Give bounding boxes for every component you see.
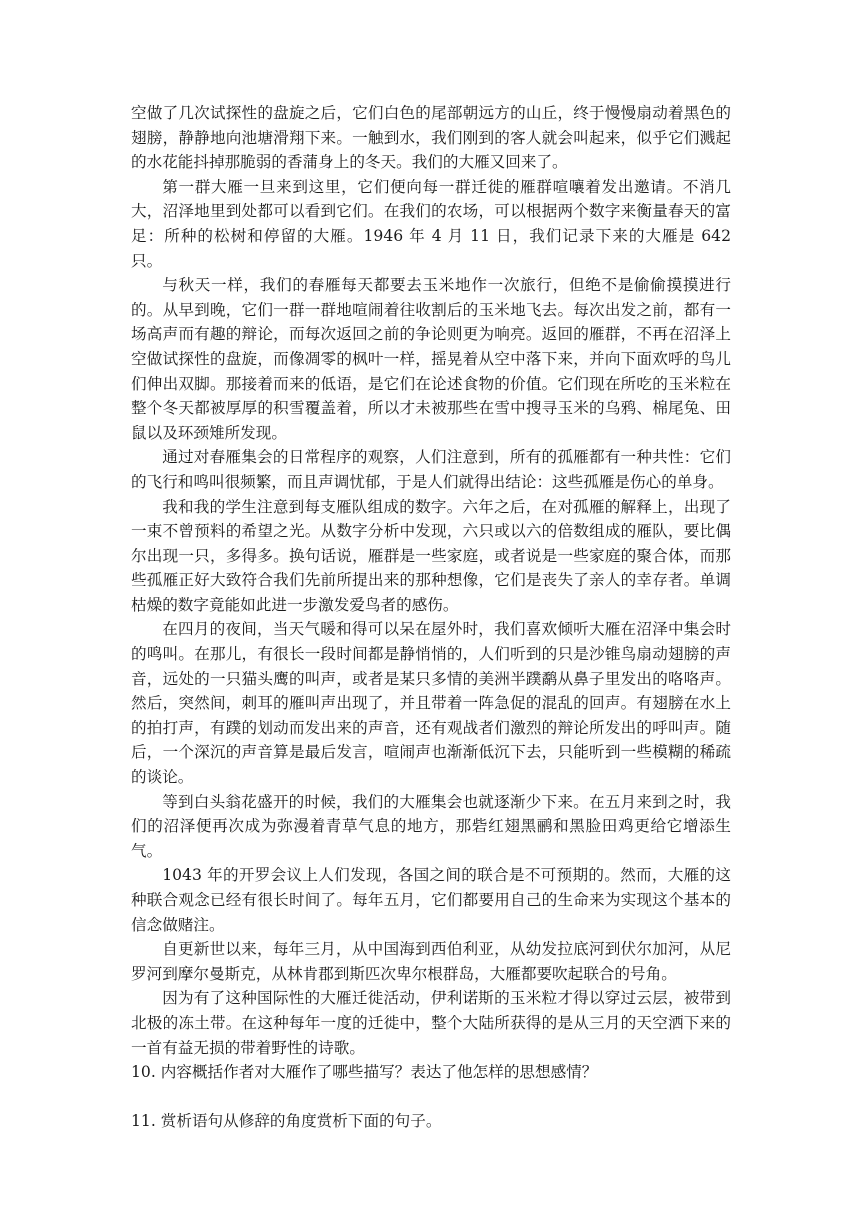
paragraph-april-nights: 在四月的夜间，当天气暖和得可以呆在屋外时，我们喜欢倾听大雁在沼泽中集会时的鸣叫。在那儿，有很长一段时间都是静悄悄的，人们听到的只是沙锥鸟扇动翅膀的声音，远处的一只猫头鹰的叫声，或者是某只多情的美洲半蹼鹬从鼻子里发出的咯咯声。然后，突然间，刺耳的雁叫声出现了，并且带着一阵急促的混乱的回声。有翅膀在水上的拍打声，有蹼的划动而发出来的声音，还有观战者们激烈的辩论所发出的呼叫声。随后，一个深沉的声音算是最后发言，喧闹声也渐渐低沉下去，只能听到一些模糊的稀疏的谈论。 (131, 620, 731, 787)
paragraph-continuation: 空做了几次试探性的盘旋之后，它们白色的尾部朝远方的山丘，终于慢慢扇动着黑色的翅膀，静静地向池塘滑翔下来。一触到水，我们刚到的客人就会叫起来，似乎它们溅起的水花能抖掉那脆弱的香蒲身上的冬天。我们的大雁又回来了。 (131, 104, 731, 172)
paragraph-migration-poem: 因为有了这种国际性的大雁迁徙活动，伊利诺斯的玉米粒才得以穿过云层，被带到北极的冻土带。在这种每年一度的迁徙中，整个大陆所获得的是从三月的天空洒下来的一首有益无损的带着野性的诗歌。 (131, 989, 731, 1057)
paragraph-flock-numbers: 我和我的学生注意到每支雁队组成的数字。六年之后，在对孤雁的解释上，出现了一束不曾预料的希望之光。从数字分析中发现，六只或以六的倍数组成的雁队，要比偶尔出现一只，多得多。换句话说，雁群是一些家庭，或者说是一些家庭的聚合体，而那些孤雁正好大致符合我们先前所提出来的那种想像，它们是丧失了亲人的幸存者。单调枯燥的数字竟能如此进一步激发爱鸟者的感伤。 (131, 497, 731, 614)
paragraph-may-marsh: 等到白头翁花盛开的时候，我们的大雁集会也就逐渐少下来。在五月来到之时，我们的沼泽便再次成为弥漫着青草气息的地方，那砦红翅黑鹂和黑脸田鸡更给它增添生气。 (131, 792, 731, 860)
paragraph-cornfield-trips: 与秋天一样，我们的春雁每天都要去玉米地作一次旅行，但绝不是偷偷摸摸进行的。从早到晚，它们一群一群地喧闹着往收割后的玉米地飞去。每次出发之前，都有一场高声而有趣的辩论，而每次返回之前的争论则更为响亮。返回的雁群，不再在沼泽上空做试探性的盘旋，而像凋零的枫叶一样，摇晃着从空中落下来，并向下面欢呼的鸟儿们伸出双脚。那接着而来的低语，是它们在论述食物的价值。它们现在所吃的玉米粒在整个冬天都被厚厚的积雪覆盖着，所以才未被那些在雪中搜寻玉米的乌鸦、棉尾兔、田鼠以及环颈雉所发现。 (131, 276, 731, 442)
document-body (131, 101, 731, 1133)
question-10: 10. 内容概括作者对大雁作了哪些描写？表达了他怎样的思想感情？ (131, 1063, 598, 1082)
paragraph-pleistocene: 自更新世以来，每年三月，从中国海到西伯利亚，从幼发拉底河到伏尔加河，从尼罗河到摩尔曼斯克，从林肯郡到斯匹次卑尔根群岛，大雁都要吹起联合的号角。 (131, 940, 731, 983)
paragraph-lone-geese: 通过对春雁集会的日常程序的观察，人们注意到，所有的孤雁都有一种共性：它们的飞行和鸣叫很频繁，而且声调忧郁，于是人们就得出结论：这些孤雁是伤心的单身。 (131, 448, 731, 491)
question-11: 11. 赏析语句从修辞的角度赏析下面的句子。 (131, 1111, 442, 1130)
paragraph-geese-invitation: 第一群大雁一旦来到这里，它们便向每一群迁徙的雁群喧嚷着发出邀请。不消几大，沼泽地里到处都可以看到它们。在我们的农场，可以根据两个数字来衡量春天的富足：所种的松树和停留的大雁。1946 年 4 月 11 日，我们记录下来的大雁是 642 只。 (131, 177, 731, 270)
paragraph-cairo-conference: 1043 年的开罗会议上人们发现，各国之间的联合是不可预期的。然而，大雁的这种联合观念已经有很长时间了。每年五月，它们都要用自己的生命来为实现这个基本的信念做赌注。 (131, 866, 731, 934)
